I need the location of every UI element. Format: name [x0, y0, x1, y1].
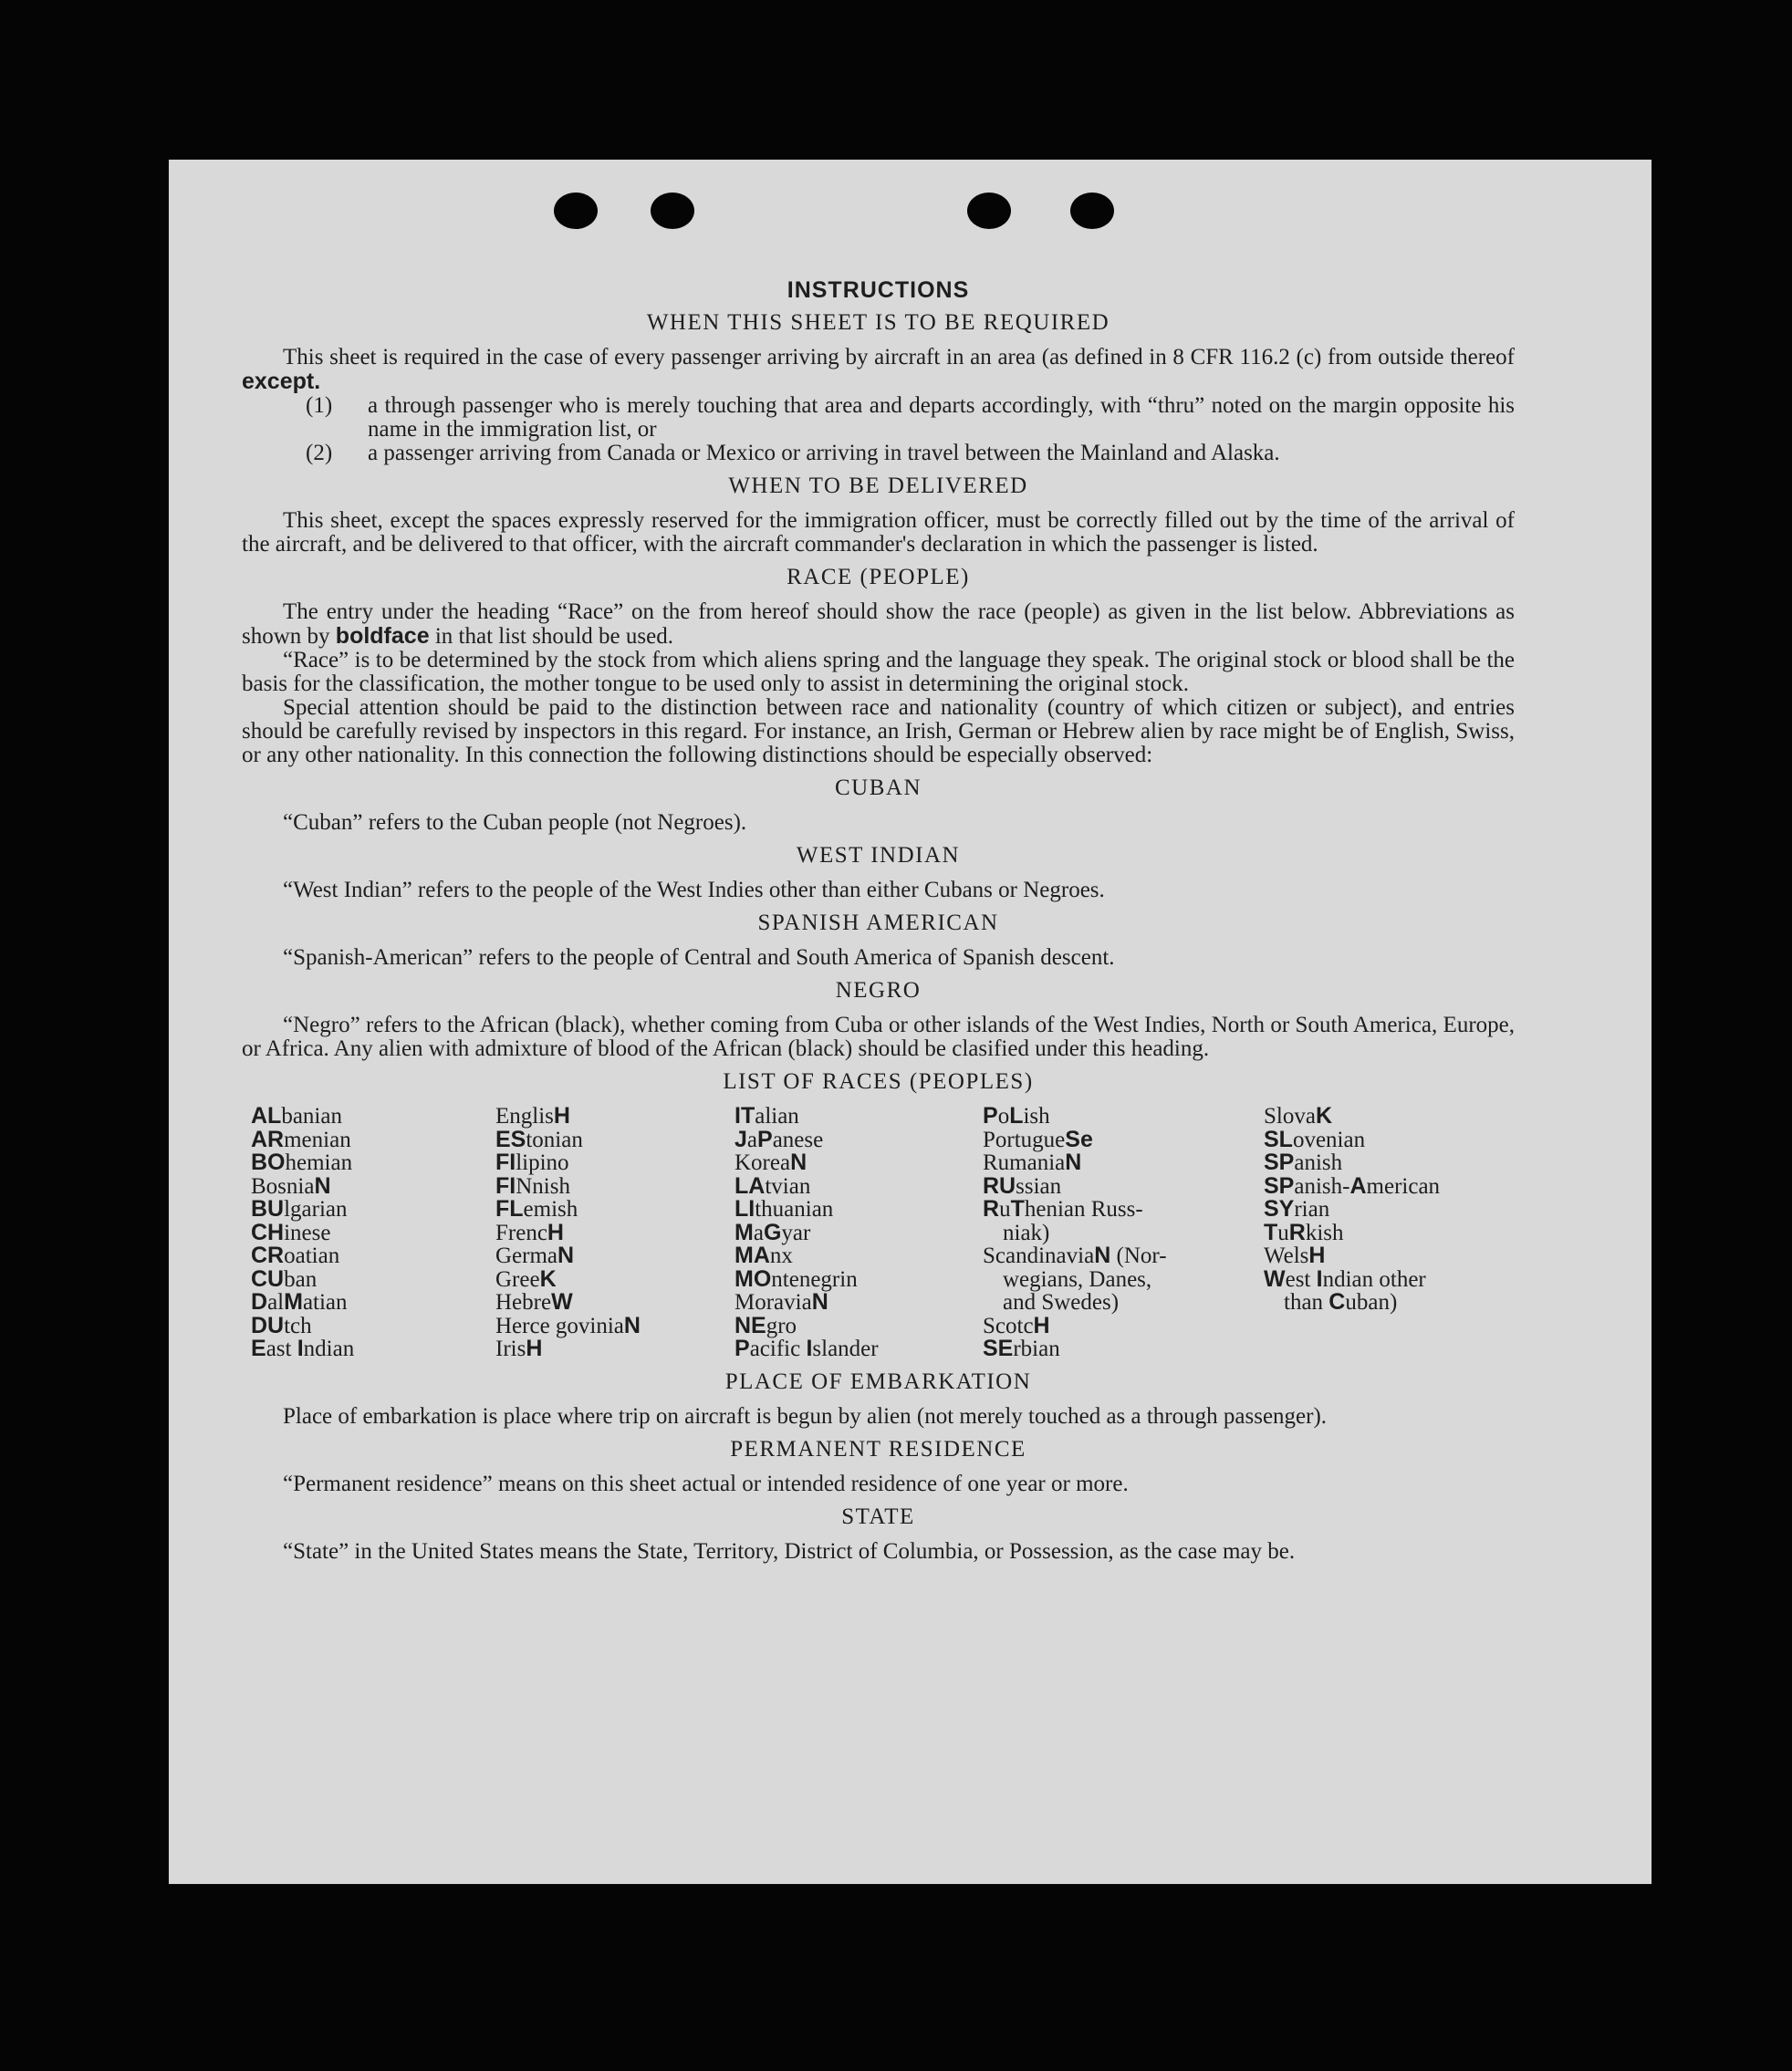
- race-entry: niak): [1003, 1220, 1050, 1245]
- paragraph-west-indian: “West Indian” refers to the people of the West Indies other than either Cubans or Negroes.: [283, 878, 1105, 902]
- race-entry: RuThenian Russ-: [983, 1196, 1143, 1222]
- race-entry: BosniaN: [251, 1172, 331, 1199]
- race-entry: CRoatian: [251, 1243, 340, 1268]
- paragraph-negro: “Negro” refers to the African (black), whether coming from Cuba or other islands of the West Indies, North or South America, Europe, or Africa. Any alien with admixture of blood of the African (black) should be clasified under this heading.: [242, 1013, 1515, 1061]
- heading-spanish-american: SPANISH AMERICAN: [757, 911, 999, 935]
- race-entry: TuRkish: [1264, 1219, 1344, 1245]
- heading-when-delivered: WHEN TO BE DELIVERED: [728, 474, 1028, 498]
- heading-race: RACE (PEOPLE): [787, 565, 970, 589]
- paragraph-race-3: Special attention should be paid to the distinction between race and nationality (country of which citizen or subject), and entries should be carefully revised by inspectors in this regard. For instance, an Irish, German or Hebrew alien by race might be of English, Swiss, or any other nationality. In this connection the following distinctions should be especially observed:: [242, 695, 1515, 767]
- punch-hole: [651, 193, 694, 229]
- clause-1: [306, 394, 1515, 442]
- race-entry: MaGyar: [735, 1219, 811, 1245]
- race-entry: IrisH: [495, 1336, 543, 1361]
- instruction-sheet: [169, 160, 1651, 1884]
- race-entry: wegians, Danes,: [1003, 1266, 1152, 1292]
- paragraph-cuban: “Cuban” refers to the Cuban people (not Negroes).: [283, 810, 747, 835]
- race-entry: GermaN: [495, 1243, 575, 1268]
- race-entry: FLemish: [495, 1196, 578, 1222]
- race-entry: RUssian: [983, 1172, 1062, 1199]
- heading-when-required: WHEN THIS SHEET IS TO BE REQUIRED: [646, 310, 1110, 335]
- race-entry: SPanish: [1264, 1150, 1343, 1175]
- race-column: [251, 1105, 495, 1361]
- clause-number: (1): [306, 393, 333, 418]
- race-entry: SLovenian: [1264, 1126, 1366, 1152]
- paragraph-race-2: “Race” is to be determined by the stock from which aliens spring and the language they speak. The original stock or blood shall be the basis for the classification, the mother tongue to be used only to assist in determining the original stock.: [242, 648, 1515, 696]
- race-p1-text-b: in that list should be used.: [434, 624, 673, 649]
- race-entry: LIthuanian: [735, 1196, 834, 1222]
- race-column: [735, 1105, 983, 1361]
- heading-list-of-races: LIST OF RACES (PEOPLES): [723, 1069, 1034, 1094]
- race-entry: ITalian: [735, 1103, 799, 1129]
- paragraph-required: [242, 346, 1515, 394]
- page-title: INSTRUCTIONS: [787, 277, 970, 303]
- race-column: [1264, 1105, 1515, 1361]
- race-entry: RumaniaN: [983, 1150, 1082, 1175]
- race-entry: Herce goviniaN: [495, 1312, 641, 1338]
- clause-text: a through passenger who is merely touching that area and departs accordingly, with “thru” noted on the margin opposite his name in the immigration list, or: [368, 393, 1515, 442]
- heading-state: STATE: [841, 1504, 915, 1529]
- clause-2: [306, 442, 1515, 465]
- race-entry: East Indian: [251, 1336, 355, 1361]
- race-entry: than Cuban): [1284, 1289, 1398, 1315]
- race-entry: and Swedes): [1003, 1290, 1120, 1315]
- race-entry: ALbanian: [251, 1103, 342, 1129]
- race-entry: MoraviaN: [735, 1289, 828, 1315]
- race-entry: Pacific Islander: [735, 1336, 879, 1361]
- race-entry: MOntenegrin: [735, 1265, 858, 1292]
- paragraph-race-1: [242, 600, 1515, 649]
- race-entry: ARmenian: [251, 1126, 351, 1152]
- clause-text: a passenger arriving from Canada or Mexico or arriving in travel between the Mainland and Alaska.: [368, 441, 1280, 465]
- race-entry: LAtvian: [735, 1172, 811, 1199]
- race-entry: DalMatian: [251, 1289, 348, 1315]
- race-entry: EStonian: [495, 1126, 583, 1152]
- required-except-text: except.: [242, 369, 321, 394]
- heading-negro: NEGRO: [835, 978, 922, 1003]
- race-entry: EnglisH: [495, 1103, 570, 1129]
- race-column: [983, 1105, 1264, 1361]
- punch-hole: [554, 193, 598, 229]
- race-column: [495, 1105, 735, 1361]
- race-entry: ScandinaviaN (Nor-: [983, 1243, 1167, 1268]
- race-entry: MAnx: [735, 1243, 793, 1268]
- paragraph-state: “State” in the United States means the State, Territory, District of Columbia, or Possession, as the case may be.: [283, 1538, 1296, 1564]
- race-entry: GreeK: [495, 1265, 557, 1292]
- heading-embarkation: PLACE OF EMBARKATION: [724, 1369, 1032, 1394]
- instructions-content: [242, 278, 1515, 1564]
- race-p1-text-a: The entry under the heading “Race” on the from hereof should show the race (people) as given in the list below. Abbreviations as shown by: [242, 599, 1515, 649]
- paragraph-spanish-american: “Spanish-American” refers to the people of Central and South America of Spanish descent.: [283, 945, 1115, 970]
- paragraph-residence: “Permanent residence” means on this sheet actual or intended residence of one year or more.: [283, 1471, 1129, 1496]
- race-entry: HebreW: [495, 1289, 573, 1315]
- punch-hole: [967, 193, 1011, 229]
- race-entry: CUban: [251, 1265, 318, 1292]
- race-entry: SErbian: [983, 1336, 1060, 1361]
- race-entry: CHinese: [251, 1219, 331, 1245]
- required-intro-text: This sheet is required in the case of every passenger arriving by aircraft in an area (as defined in 8 CFR 116.2 (c) from outside thereof: [283, 345, 1515, 369]
- race-entry: BOhemian: [251, 1150, 353, 1175]
- race-entry: PoLish: [983, 1103, 1050, 1129]
- race-entry: FINnish: [495, 1172, 570, 1199]
- race-entry: KoreaN: [735, 1150, 807, 1175]
- race-entry: SPanish-American: [1264, 1172, 1441, 1199]
- heading-cuban: CUBAN: [834, 775, 922, 800]
- race-entry: WelsH: [1264, 1243, 1326, 1268]
- paragraph-delivered: This sheet, except the spaces expressly reserved for the immigration officer, must be correctly filled out by the time of the arrival of the aircraft, and be delivered to that officer, with the aircraft commander's declaration in which the passenger is listed.: [242, 508, 1515, 557]
- race-p1-bold: boldface: [335, 623, 430, 649]
- race-entry: PortugueSe: [983, 1126, 1093, 1152]
- heading-residence: PERMANENT RESIDENCE: [730, 1436, 1026, 1462]
- race-entry: DUtch: [251, 1312, 312, 1338]
- race-entry: JaPanese: [735, 1126, 824, 1152]
- race-entry: BUlgarian: [251, 1196, 348, 1222]
- race-entry: FrencH: [495, 1219, 564, 1245]
- race-entry: FIlipino: [495, 1150, 569, 1175]
- heading-west-indian: WEST INDIAN: [796, 843, 961, 868]
- race-list: [251, 1105, 1515, 1361]
- punch-hole: [1070, 193, 1114, 229]
- race-entry: SYrian: [1264, 1196, 1330, 1222]
- race-entry: SlovaK: [1264, 1103, 1333, 1129]
- race-entry: NEgro: [735, 1312, 797, 1338]
- race-entry: West Indian other: [1264, 1265, 1426, 1292]
- paragraph-embarkation: Place of embarkation is place where trip on aircraft is begun by alien (not merely touched as a through passenger).: [283, 1403, 1328, 1429]
- clause-number: (2): [306, 441, 333, 465]
- race-entry: ScotcH: [983, 1312, 1050, 1338]
